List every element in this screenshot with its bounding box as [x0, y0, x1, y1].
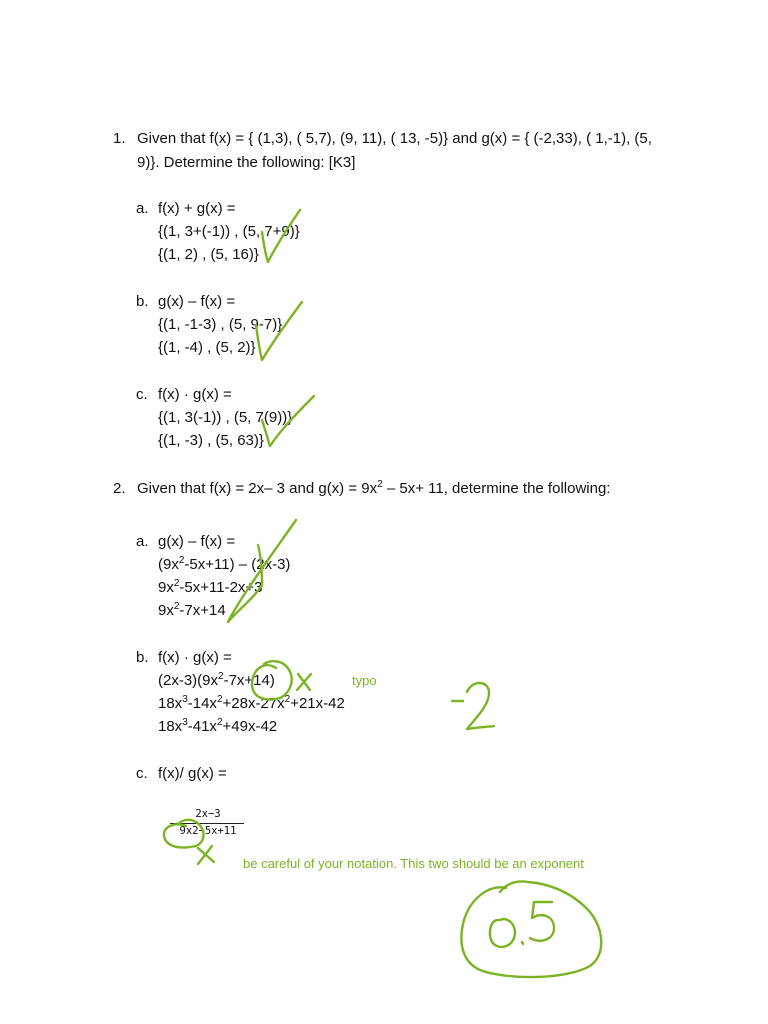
checkmark-2a — [228, 520, 296, 622]
fraction-numerator: 2x−3 — [195, 808, 221, 820]
question-1-text-line2: 9)}. Determine the following: [K3] — [137, 154, 356, 171]
q1c-line2: {(1, -3) , (5, 63)} — [158, 432, 264, 449]
question-2-number: 2. — [113, 480, 126, 497]
annotation-typo: typo — [352, 673, 377, 688]
question-1-text-line1: Given that f(x) = { (1,3), ( 5,7), (9, 11), ( 13, -5)} and g(x) = { (-2,33), ( 1,-1), (5, — [137, 130, 652, 147]
q2b-line3: $18x^3-41x^2+49x-42$ — [158, 717, 278, 735]
q2a-line3: $9x^2-7x+14$ — [158, 601, 226, 619]
circle-exponent — [164, 820, 204, 848]
q2a-line1: $(9x^2-5x+11) - (2x-3)$ — [158, 555, 291, 573]
circle-error-2b — [252, 661, 292, 699]
annotation-notation-comment: be careful of your notation. This two should be an exponent — [243, 856, 584, 871]
q2b-line2: $18x^3-14x^2+28x-27x^2+21x-42$ — [158, 694, 345, 712]
q1a-line2: {(1, 2) , (5, 16)} — [158, 246, 259, 263]
question-1-number: 1. — [113, 130, 126, 147]
deduction-two — [467, 683, 494, 729]
q2a-letter: a. — [136, 533, 149, 550]
score-circle — [461, 881, 601, 977]
q2a-title: g(x) – f(x) = — [158, 533, 236, 550]
q1b-line2: {(1, -4) , (5, 2)} — [158, 339, 256, 356]
checkmark-1b — [256, 302, 302, 360]
q1b-letter: b. — [136, 293, 149, 310]
q1c-line1: {(1, 3(-1)) , (5, 7(9))} — [158, 409, 293, 426]
score-zero — [490, 919, 515, 947]
q1c-title: f(x) · g(x) = — [158, 386, 232, 403]
fraction-denominator: 9x2−5x+11 — [179, 825, 237, 837]
checkmark-1c — [262, 396, 314, 446]
score-point — [522, 942, 523, 944]
q2b-line1: $(2x-3)(9x^2-7x+14)$ — [158, 671, 275, 689]
q1b-title: g(x) – f(x) = — [158, 293, 236, 310]
q2b-letter: b. — [136, 649, 149, 666]
score-five — [530, 902, 554, 941]
checkmark-1a — [262, 210, 300, 262]
q1c-letter: c. — [136, 386, 148, 403]
q1a-title: f(x) + g(x) = — [158, 200, 236, 217]
question-2-text: Given that f(x) = 2x– 3 and $g(x) = 9x^2 - 5x+ 11$, determine the following: — [137, 479, 611, 497]
q2c-title: f(x)/ g(x) = — [158, 765, 227, 782]
q1a-letter: a. — [136, 200, 149, 217]
q2c-letter: c. — [136, 765, 148, 782]
q2b-title: f(x) · g(x) = — [158, 649, 232, 666]
q1b-line1: {(1, -1-3) , (5, 9-7)} — [158, 316, 283, 333]
q1a-line1: {(1, 3+(-1)) , (5, 7+9)} — [158, 223, 300, 240]
q2a-line2: $9x^2-5x+11-2x+3$ — [158, 578, 263, 596]
